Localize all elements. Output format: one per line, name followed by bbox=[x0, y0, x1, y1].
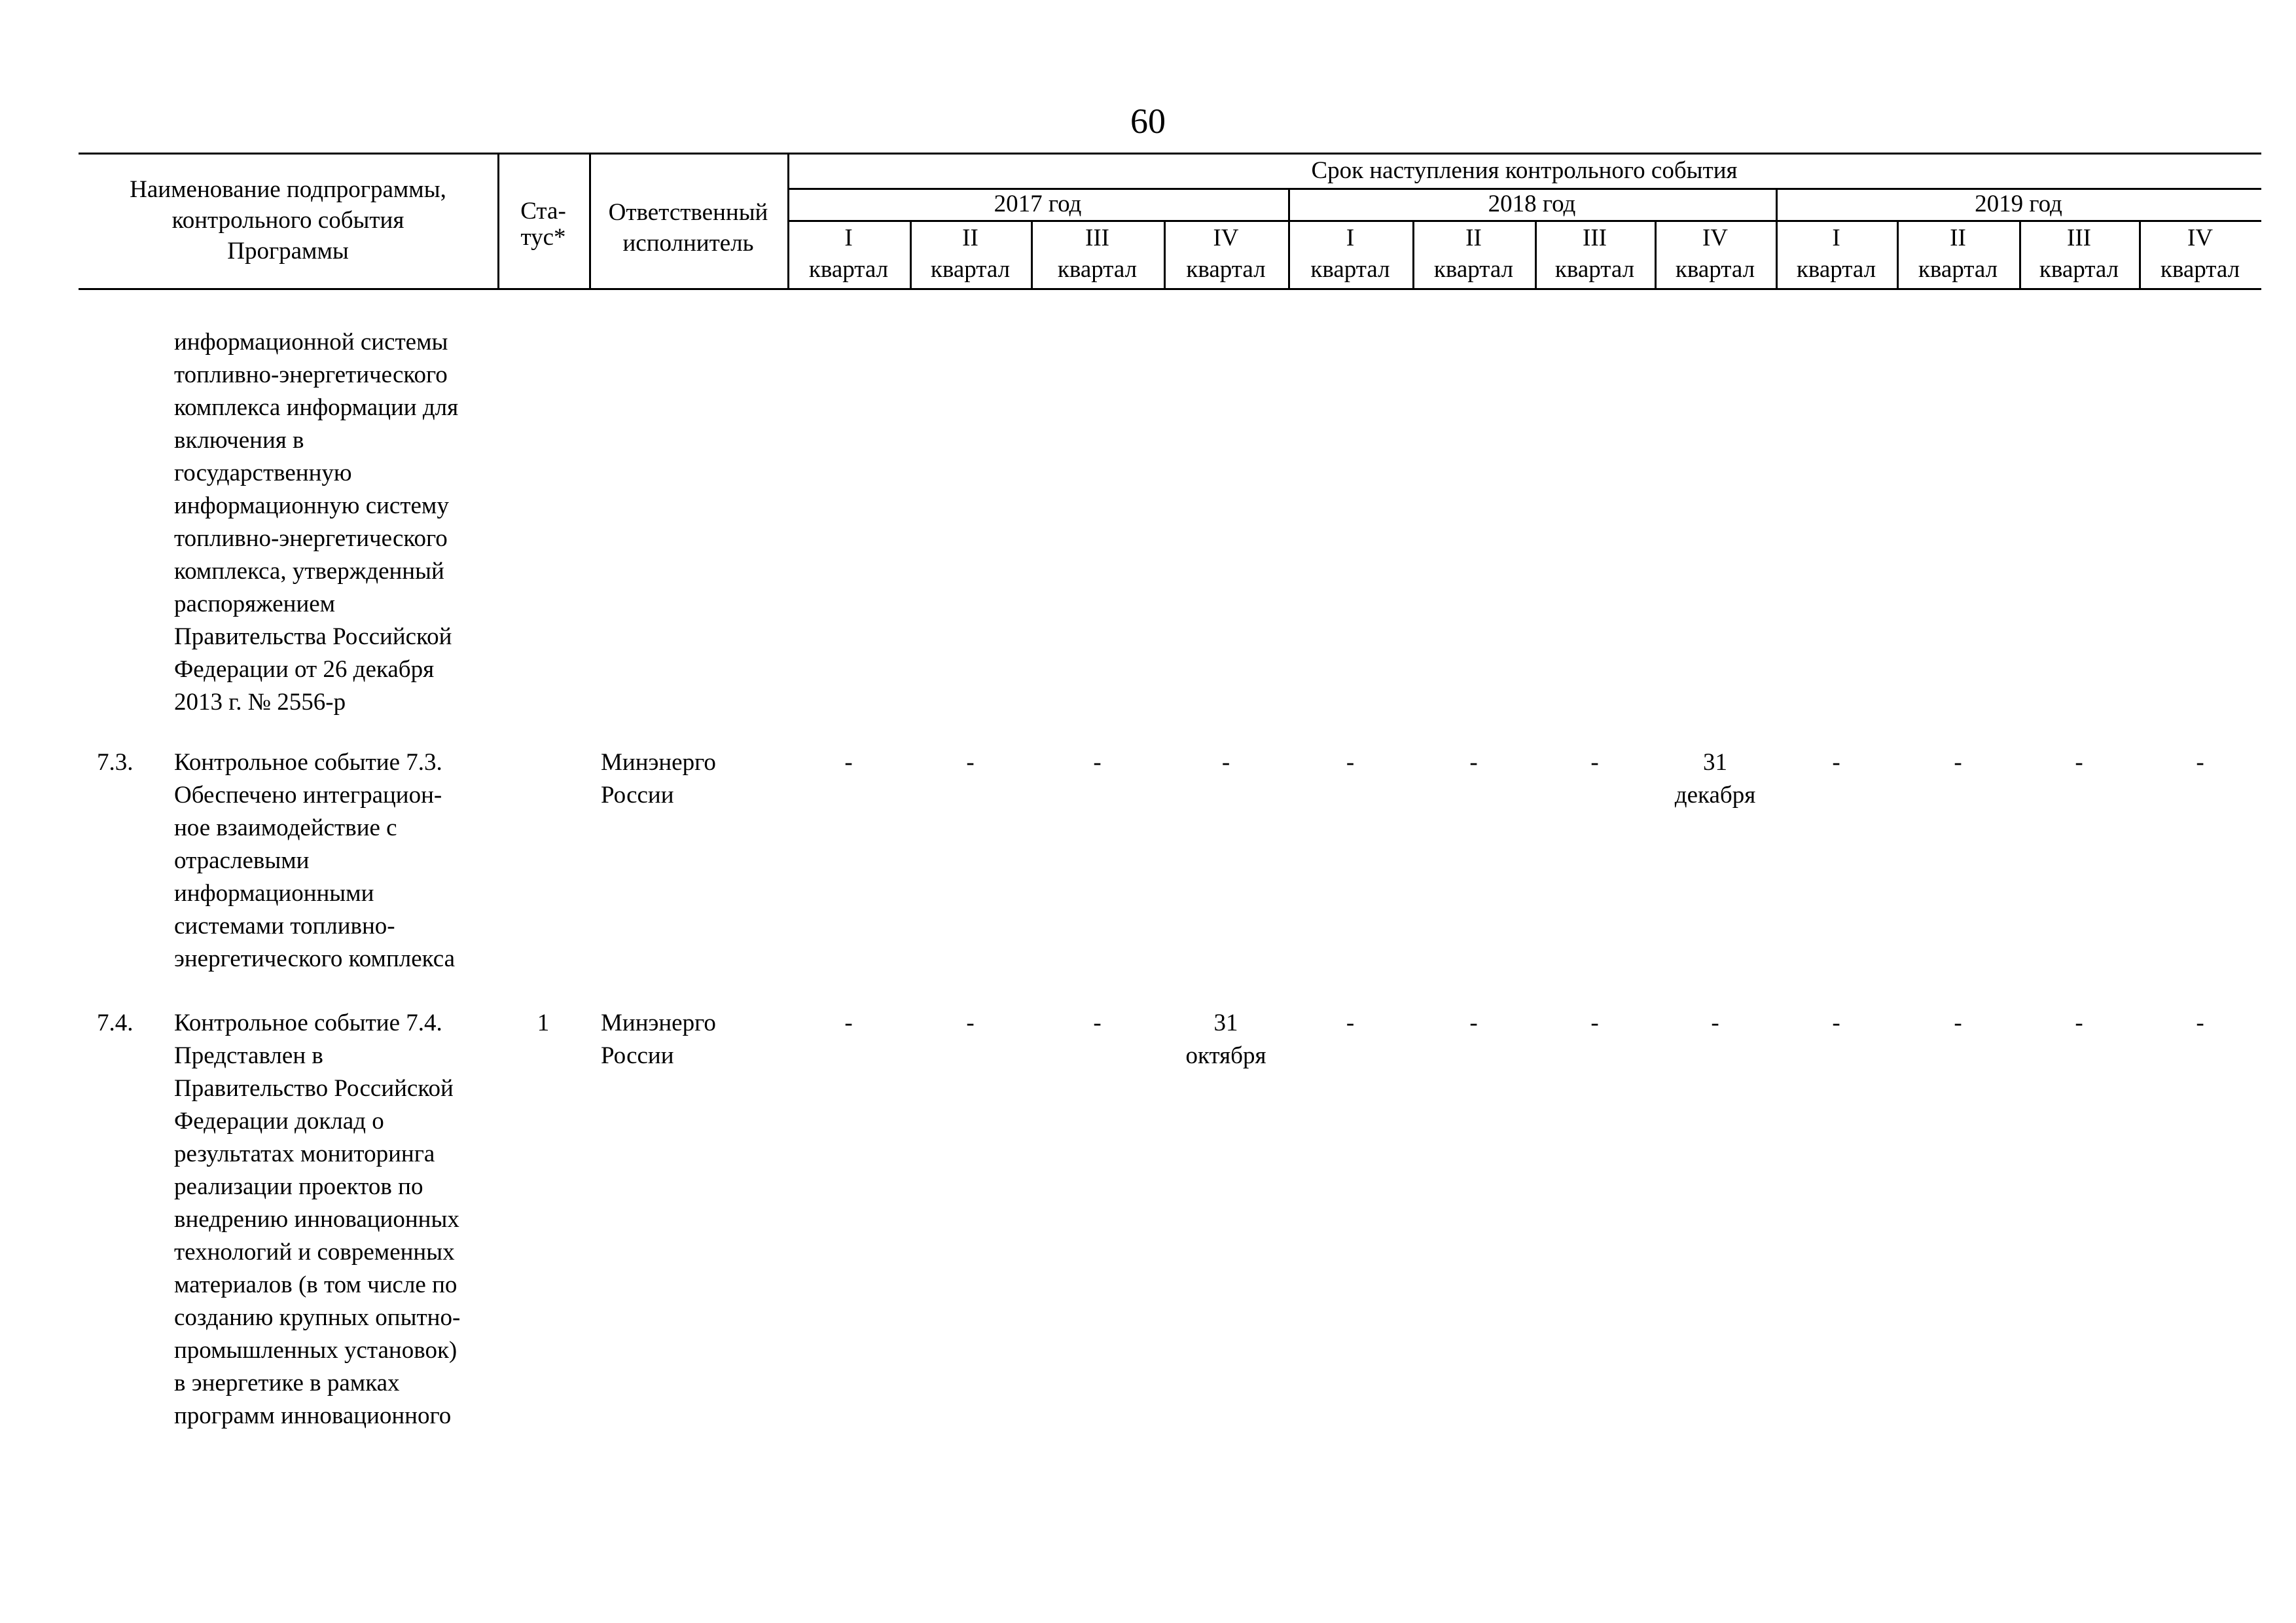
quarter-numeral: I bbox=[1832, 225, 1840, 251]
header-quarter bbox=[2139, 220, 2261, 288]
row-name-line: внедрению инновационных bbox=[174, 1206, 459, 1233]
header-quarter bbox=[1535, 220, 1655, 288]
row-quarter-value: - bbox=[844, 1010, 853, 1036]
row-name-line: Правительство Российской bbox=[174, 1075, 454, 1102]
row-quarter-value: - bbox=[2196, 749, 2204, 776]
quarter-numeral: I bbox=[1346, 225, 1355, 251]
quarter-word: квартал bbox=[808, 256, 889, 283]
header-year-2019: 2019 год bbox=[1975, 191, 2062, 217]
row-name-line: в энергетике в рамках bbox=[174, 1370, 400, 1396]
header-quarter bbox=[1031, 220, 1164, 288]
quarter-numeral: IV bbox=[1213, 225, 1239, 251]
row-name-line: информационную систему bbox=[174, 492, 449, 519]
row-quarter-value: - bbox=[1590, 1010, 1599, 1036]
row-name-line: созданию крупных опытно- bbox=[174, 1304, 461, 1331]
row-number: 7.3. bbox=[97, 749, 134, 776]
row-quarter-value: декабря bbox=[1674, 782, 1756, 809]
quarter-word: квартал bbox=[1918, 256, 1998, 283]
quarter-numeral: I bbox=[844, 225, 853, 251]
row-responsible-line: России bbox=[601, 782, 674, 809]
row-quarter-value: - bbox=[1954, 1010, 1962, 1036]
row-responsible-line: Минэнерго bbox=[601, 749, 716, 776]
quarter-numeral: II bbox=[1465, 225, 1482, 251]
row-name-line: Контрольное событие 7.3. bbox=[174, 749, 442, 776]
row-quarter-value: - bbox=[1590, 749, 1599, 776]
row-name-line: комплекса информации для bbox=[174, 394, 459, 421]
row-quarter-value: - bbox=[1093, 1010, 1102, 1036]
quarter-word: квартал bbox=[1675, 256, 1755, 283]
quarter-word: квартал bbox=[1186, 256, 1266, 283]
header-year-2017: 2017 год bbox=[994, 191, 1082, 217]
row-quarter-value: 31 bbox=[1703, 749, 1727, 776]
row-quarter-value: - bbox=[1093, 749, 1102, 776]
header-responsible-line: Ответственный bbox=[608, 199, 768, 226]
row-quarter-value: - bbox=[2075, 1010, 2083, 1036]
header-year-2018: 2018 год bbox=[1488, 191, 1576, 217]
quarter-word: квартал bbox=[1554, 256, 1635, 283]
row-name-line: энергетического комплекса bbox=[174, 945, 456, 972]
row-name-line: информационной системы bbox=[174, 329, 448, 356]
quarter-numeral: III bbox=[1085, 225, 1109, 251]
row-name-line: 2013 г. № 2556-р bbox=[174, 689, 346, 716]
quarter-numeral: IV bbox=[2187, 225, 2214, 251]
row-quarter-value: - bbox=[1346, 1010, 1355, 1036]
row-responsible-line: России bbox=[601, 1042, 674, 1069]
header-quarter bbox=[1164, 220, 1288, 288]
row-name-line: информационными bbox=[174, 880, 374, 907]
quarter-word: квартал bbox=[2039, 256, 2119, 283]
row-name-line: материалов (в том числе по bbox=[174, 1271, 457, 1298]
row-name-line: технологий и современных bbox=[174, 1239, 455, 1266]
row-name-line: ное взаимодействие с bbox=[174, 814, 397, 841]
page-number: 60 bbox=[1130, 101, 1166, 141]
row-name-line: Федерации доклад о bbox=[174, 1108, 384, 1135]
row-name-line: Федерации от 26 декабря bbox=[174, 656, 435, 683]
quarter-numeral: III bbox=[1583, 225, 1607, 251]
quarter-numeral: IV bbox=[1702, 225, 1729, 251]
header-status-line: Ста- bbox=[520, 198, 566, 225]
header-deadline-title: Срок наступления контрольного события bbox=[1311, 156, 1738, 184]
row-name-line: Обеспечено интеграцион- bbox=[174, 782, 442, 809]
quarter-word: квартал bbox=[2160, 256, 2240, 283]
row-quarter-value: - bbox=[966, 749, 975, 776]
row-quarter-value: - bbox=[844, 749, 853, 776]
row-status: 1 bbox=[537, 1010, 550, 1036]
header-status-col bbox=[497, 153, 589, 277]
header-name-line: Наименование подпрограммы, bbox=[130, 176, 446, 203]
row-name-line: программ инновационного bbox=[174, 1402, 452, 1429]
row-quarter-value: октября bbox=[1185, 1042, 1266, 1069]
header-name-col bbox=[79, 153, 497, 288]
quarter-numeral: III bbox=[2067, 225, 2091, 251]
header-responsible-line: исполнитель bbox=[622, 230, 754, 257]
row-quarter-value: - bbox=[2075, 749, 2083, 776]
header-quarter bbox=[787, 220, 910, 288]
row-quarter-value: - bbox=[1221, 749, 1230, 776]
row-name-line: распоряжением bbox=[174, 591, 336, 617]
row-name-line: комплекса, утвержденный bbox=[174, 558, 444, 585]
header-quarter bbox=[1655, 220, 1776, 288]
row-quarter-value: - bbox=[966, 1010, 975, 1036]
row-name-line: системами топливно- bbox=[174, 913, 395, 939]
quarter-word: квартал bbox=[930, 256, 1011, 283]
row-name-line: отраслевыми bbox=[174, 847, 310, 874]
row-quarter-value: - bbox=[1832, 749, 1840, 776]
quarter-word: квартал bbox=[1310, 256, 1390, 283]
header-bottom-border bbox=[79, 288, 2261, 290]
row-quarter-value: - bbox=[2196, 1010, 2204, 1036]
header-responsible-col bbox=[589, 192, 787, 264]
row-name-line: промышленных установок) bbox=[174, 1337, 457, 1364]
row-name-line: топливно-энергетического bbox=[174, 361, 448, 388]
quarter-word: квартал bbox=[1433, 256, 1514, 283]
row-quarter-value: - bbox=[1346, 749, 1355, 776]
row-quarter-value: - bbox=[1469, 1010, 1478, 1036]
row-name-line: топливно-энергетического bbox=[174, 525, 448, 552]
header-name-line: контрольного события bbox=[171, 207, 404, 234]
row-name-line: результатах мониторинга bbox=[174, 1140, 435, 1167]
row-responsible-line: Минэнерго bbox=[601, 1010, 716, 1036]
header-name-line: Программы bbox=[227, 238, 349, 264]
row-quarter-value: - bbox=[1954, 749, 1962, 776]
quarter-numeral: II bbox=[1950, 225, 1966, 251]
row-quarter-value: - bbox=[1711, 1010, 1719, 1036]
row-name-line: Правительства Российской bbox=[174, 623, 452, 650]
row-number: 7.4. bbox=[97, 1010, 134, 1036]
row-name-line: государственную bbox=[174, 460, 352, 486]
header-quarter bbox=[910, 220, 1031, 288]
header-quarter bbox=[1288, 220, 1412, 288]
header-quarter bbox=[1776, 220, 1897, 288]
row-quarter-value: - bbox=[1832, 1010, 1840, 1036]
quarter-word: квартал bbox=[1057, 256, 1138, 283]
row-name-line: реализации проектов по bbox=[174, 1173, 423, 1200]
row-name-line: Представлен в bbox=[174, 1042, 323, 1069]
row-name-line: включения в bbox=[174, 427, 304, 454]
header-quarter bbox=[1412, 220, 1535, 288]
header-status-line: тус* bbox=[520, 224, 566, 251]
row-quarter-value: 31 bbox=[1213, 1010, 1238, 1036]
header-quarter bbox=[1897, 220, 2019, 288]
header-quarter bbox=[2019, 220, 2139, 288]
quarter-numeral: II bbox=[962, 225, 978, 251]
quarter-word: квартал bbox=[1796, 256, 1876, 283]
row-quarter-value: - bbox=[1469, 749, 1478, 776]
row-name-line: Контрольное событие 7.4. bbox=[174, 1010, 442, 1036]
